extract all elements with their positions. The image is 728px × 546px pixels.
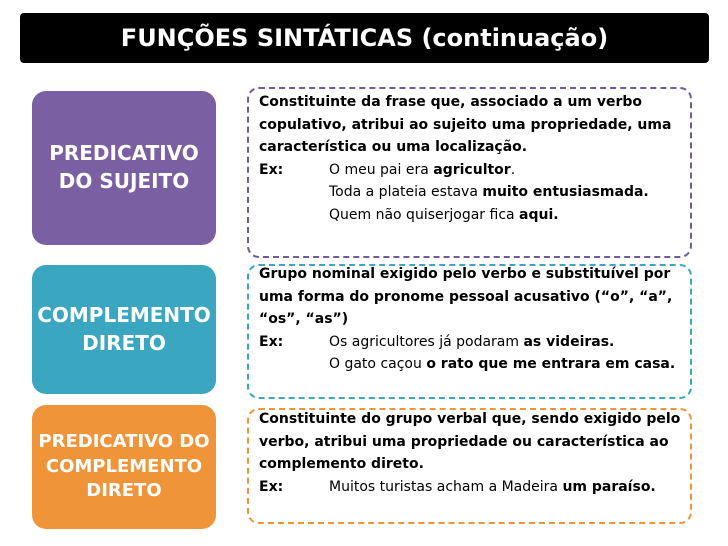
example-after: . [510, 161, 516, 178]
example-line [259, 353, 689, 376]
example-text: Quem não quiserjogar fica [329, 206, 520, 223]
example-line [259, 181, 689, 204]
example-highlight: muito entusiasmada. [482, 184, 649, 200]
example-text: O meu pai era [329, 161, 434, 178]
label-line: DO SUJEITO [58, 169, 190, 193]
label-line: PREDICATIVO DO [38, 430, 210, 452]
label-line: COMPLEMENTO [45, 455, 203, 477]
example-text: Os agricultores já podaram [329, 333, 524, 350]
example-row [259, 159, 689, 182]
page-title: FUNÇÕES SINTÁTICAS (continuação) [20, 13, 709, 63]
definition: Constituinte da frase que, associado a um verbo copulativo, atribui ao sujeito uma propriedade, uma característica ou uma localização. [259, 94, 672, 155]
example-highlight: um paraíso. [562, 478, 656, 495]
definition: Constituinte do grupo verbal que, sendo exigido pelo verbo, atribui uma propriedade ou característica ao complemento direto. [259, 411, 681, 472]
example-highlight: o rato que me entrara em casa. [426, 356, 676, 372]
label-complemento-direto [32, 265, 216, 394]
example-label: Ex: [259, 333, 284, 350]
definition-text-complemento-direto [259, 263, 689, 376]
label-line: PREDICATIVO [49, 141, 199, 166]
label-line: DIRETO [82, 330, 166, 355]
example-highlight: as videiras. [523, 333, 615, 350]
definition: Grupo nominal exigido pelo verbo e substituível por uma forma do pronome pessoal acusativo (“o”, “a”, “os”, “as”) [259, 266, 673, 327]
example-label: Ex: [259, 478, 284, 495]
example-row [259, 476, 689, 499]
label-line: DIRETO [86, 480, 162, 502]
label-predicativo-do-complemento-direto [32, 405, 216, 529]
example-highlight: agricultor [433, 161, 511, 178]
example-text: Toda a plateia estava [329, 184, 483, 200]
label-line: COMPLEMENTO [37, 302, 211, 327]
example-text: O gato caçou [329, 356, 427, 372]
example-row [259, 331, 689, 354]
example-line [259, 204, 689, 227]
example-text: Muitos turistas acham a Madeira [329, 478, 563, 495]
definition-text-predicativo-complemento [259, 408, 689, 498]
example-highlight: aqui. [519, 206, 559, 223]
example-label: Ex: [259, 161, 284, 178]
definition-text-predicativo-sujeito [259, 91, 689, 226]
label-predicativo-do-sujeito [32, 91, 216, 245]
